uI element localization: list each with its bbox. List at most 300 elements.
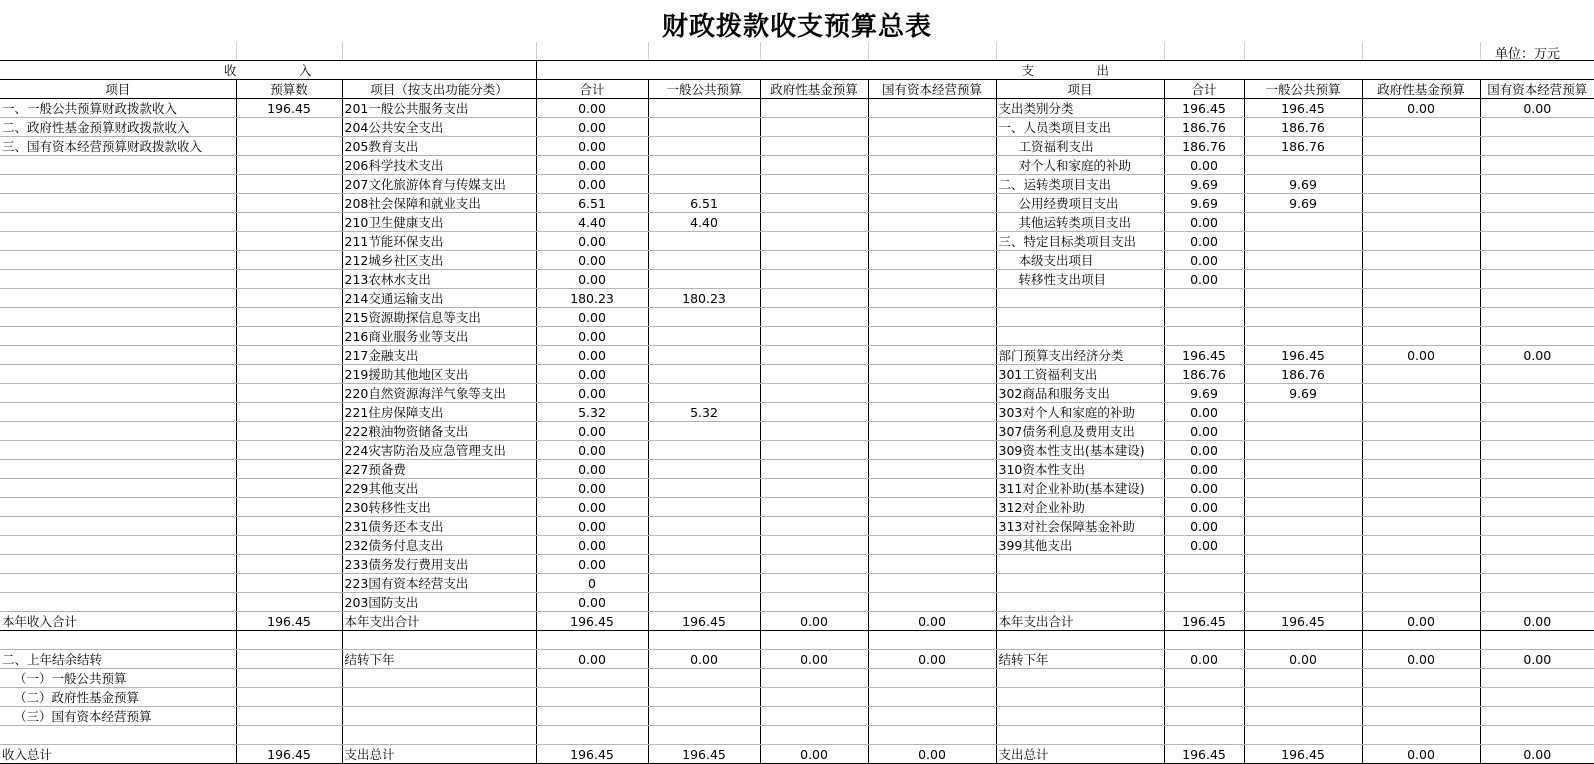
table-cell: 0.00 — [536, 270, 648, 289]
table-cell — [760, 422, 868, 441]
table-cell — [868, 460, 996, 479]
table-cell: （二）政府性基金预算 — [0, 688, 236, 707]
table-cell — [648, 631, 760, 650]
table-cell — [868, 270, 996, 289]
table-row — [0, 232, 1594, 251]
table-cell — [1362, 460, 1480, 479]
table-cell: 0.00 — [536, 422, 648, 441]
table-cell: 203国防支出 — [342, 593, 536, 612]
table-cell: 186.76 — [1164, 137, 1244, 156]
table-cell — [760, 593, 868, 612]
table-cell — [1244, 631, 1362, 650]
table-cell — [648, 479, 760, 498]
table-cell — [536, 669, 648, 688]
table-cell — [1164, 327, 1244, 346]
table-cell — [648, 707, 760, 726]
table-cell — [760, 137, 868, 156]
table-cell — [1362, 498, 1480, 517]
table-row — [0, 422, 1594, 441]
table-cell — [1480, 270, 1594, 289]
table-cell: 310资本性支出 — [996, 460, 1164, 479]
budget-table — [0, 60, 1594, 764]
table-cell — [868, 327, 996, 346]
table-cell — [868, 726, 996, 745]
table-cell — [236, 365, 342, 384]
table-cell: 201一般公共服务支出 — [342, 99, 536, 118]
table-cell: 196.45 — [536, 612, 648, 631]
table-cell: 一、一般公共预算财政拨款收入 — [0, 99, 236, 118]
table-cell — [996, 631, 1164, 650]
table-cell — [1480, 669, 1594, 688]
table-cell — [648, 232, 760, 251]
table-cell: 收入总计 — [0, 745, 236, 764]
table-cell: 231债务还本支出 — [342, 517, 536, 536]
table-cell — [1362, 232, 1480, 251]
table-row — [0, 498, 1594, 517]
table-row — [0, 650, 1594, 669]
table-cell — [1480, 460, 1594, 479]
table-cell — [868, 99, 996, 118]
table-cell: 0.00 — [1164, 232, 1244, 251]
table-cell — [760, 479, 868, 498]
table-cell: 208社会保障和就业支出 — [342, 194, 536, 213]
table-cell: 196.45 — [1164, 612, 1244, 631]
table-cell: 4.40 — [536, 213, 648, 232]
table-cell: 196.45 — [1164, 346, 1244, 365]
table-cell — [1164, 308, 1244, 327]
table-row — [0, 574, 1594, 593]
table-cell — [1244, 726, 1362, 745]
table-cell — [1480, 555, 1594, 574]
table-cell — [1480, 289, 1594, 308]
table-cell — [1362, 555, 1480, 574]
table-cell — [236, 384, 342, 403]
table-cell: 0.00 — [1164, 213, 1244, 232]
table-cell — [1362, 289, 1480, 308]
grid-line — [1362, 42, 1363, 60]
table-cell — [760, 631, 868, 650]
table-cell: 309资本性支出(基本建设) — [996, 441, 1164, 460]
table-cell — [236, 498, 342, 517]
table-row — [0, 593, 1594, 612]
table-cell: 0.00 — [536, 346, 648, 365]
table-cell — [648, 441, 760, 460]
table-cell: 0.00 — [760, 612, 868, 631]
page-title: 财政拨款收支预算总表 — [661, 12, 932, 42]
table-cell — [0, 441, 236, 460]
table-cell — [236, 270, 342, 289]
unit-label: 单位：万元 — [1494, 47, 1560, 62]
table-cell — [236, 422, 342, 441]
table-cell — [1164, 574, 1244, 593]
table-cell — [236, 574, 342, 593]
table-cell — [648, 422, 760, 441]
table-cell — [760, 270, 868, 289]
column-header: 项目 — [996, 80, 1164, 99]
grid-line — [868, 42, 869, 60]
table-cell — [236, 555, 342, 574]
table-cell: 196.45 — [1244, 745, 1362, 764]
table-cell — [1244, 669, 1362, 688]
table-cell — [342, 688, 536, 707]
table-cell: 221住房保障支出 — [342, 403, 536, 422]
table-cell — [236, 669, 342, 688]
table-cell — [760, 441, 868, 460]
table-cell — [1362, 213, 1480, 232]
table-cell: 196.45 — [1244, 346, 1362, 365]
table-cell — [1480, 384, 1594, 403]
grid-line — [648, 42, 649, 60]
table-cell: 232债务付息支出 — [342, 536, 536, 555]
table-cell — [1480, 422, 1594, 441]
table-cell — [0, 194, 236, 213]
table-cell — [760, 308, 868, 327]
table-cell: 196.45 — [236, 99, 342, 118]
table-cell — [0, 384, 236, 403]
table-cell: 本年支出合计 — [342, 612, 536, 631]
table-cell — [760, 346, 868, 365]
table-cell — [648, 536, 760, 555]
grid-line — [760, 42, 761, 60]
table-cell: 支出总计 — [342, 745, 536, 764]
table-row — [0, 555, 1594, 574]
table-cell: 216商业服务业等支出 — [342, 327, 536, 346]
table-cell — [868, 308, 996, 327]
table-cell — [236, 213, 342, 232]
table-cell — [1164, 707, 1244, 726]
table-cell — [868, 631, 996, 650]
table-cell: 本年支出合计 — [996, 612, 1164, 631]
table-cell — [868, 137, 996, 156]
table-cell: 196.45 — [536, 745, 648, 764]
table-cell: 0.00 — [536, 175, 648, 194]
table-cell — [1244, 707, 1362, 726]
table-cell: 部门预算支出经济分类 — [996, 346, 1164, 365]
table-cell — [1164, 726, 1244, 745]
table-cell: 307债务利息及费用支出 — [996, 422, 1164, 441]
table-cell: 5.32 — [648, 403, 760, 422]
table-cell — [648, 669, 760, 688]
table-cell — [1244, 555, 1362, 574]
table-cell: 支出总计 — [996, 745, 1164, 764]
column-header: 国有资本经营预算 — [1480, 80, 1594, 99]
table-cell — [0, 289, 236, 308]
table-cell: 公用经费项目支出 — [996, 194, 1164, 213]
table-cell — [1362, 175, 1480, 194]
table-cell — [236, 593, 342, 612]
table-row — [0, 631, 1594, 650]
table-cell — [868, 574, 996, 593]
table-cell: 229其他支出 — [342, 479, 536, 498]
table-cell: 227预备费 — [342, 460, 536, 479]
table-cell — [0, 213, 236, 232]
table-row — [0, 213, 1594, 232]
table-cell — [648, 593, 760, 612]
grid-line — [536, 42, 537, 60]
table-cell — [1244, 403, 1362, 422]
table-cell — [760, 688, 868, 707]
table-row — [0, 118, 1594, 137]
column-header: 合计 — [1164, 80, 1244, 99]
table-cell — [1480, 403, 1594, 422]
table-cell — [1244, 213, 1362, 232]
table-cell — [236, 441, 342, 460]
table-cell — [1362, 403, 1480, 422]
table-cell — [536, 726, 648, 745]
table-cell — [1362, 270, 1480, 289]
grid-line — [342, 42, 343, 60]
table-cell: 186.76 — [1164, 365, 1244, 384]
table-cell — [760, 460, 868, 479]
table-cell — [0, 479, 236, 498]
table-row — [0, 346, 1594, 365]
column-header-row — [0, 80, 1594, 99]
table-cell — [1480, 707, 1594, 726]
table-cell: 0.00 — [536, 650, 648, 669]
table-cell — [1244, 460, 1362, 479]
table-cell — [868, 384, 996, 403]
table-cell: 210卫生健康支出 — [342, 213, 536, 232]
table-cell — [996, 593, 1164, 612]
table-cell — [868, 213, 996, 232]
table-cell: 9.69 — [1164, 384, 1244, 403]
table-cell: 186.76 — [1164, 118, 1244, 137]
table-row — [0, 365, 1594, 384]
table-cell — [648, 137, 760, 156]
table-cell — [236, 308, 342, 327]
table-cell — [868, 441, 996, 460]
table-cell: 186.76 — [1244, 118, 1362, 137]
table-cell — [1244, 479, 1362, 498]
table-cell — [0, 270, 236, 289]
table-cell: 196.45 — [236, 612, 342, 631]
table-cell — [236, 232, 342, 251]
table-cell — [0, 251, 236, 270]
table-cell — [868, 289, 996, 308]
table-cell — [1362, 726, 1480, 745]
table-cell — [760, 232, 868, 251]
table-cell — [1480, 574, 1594, 593]
table-cell — [868, 688, 996, 707]
table-cell: 5.32 — [536, 403, 648, 422]
table-cell — [760, 99, 868, 118]
table-cell — [1480, 726, 1594, 745]
table-cell — [236, 688, 342, 707]
grid-line — [996, 42, 997, 60]
table-cell — [236, 707, 342, 726]
table-cell — [1362, 251, 1480, 270]
table-row — [0, 156, 1594, 175]
table-cell — [648, 327, 760, 346]
table-cell — [0, 631, 236, 650]
table-cell: 其他运转类项目支出 — [996, 213, 1164, 232]
table-cell: 0.00 — [868, 612, 996, 631]
table-cell — [760, 726, 868, 745]
table-cell: 212城乡社区支出 — [342, 251, 536, 270]
table-cell — [1164, 631, 1244, 650]
table-cell — [1362, 536, 1480, 555]
table-cell — [1362, 707, 1480, 726]
table-cell — [0, 555, 236, 574]
table-cell — [1362, 669, 1480, 688]
table-cell — [996, 574, 1164, 593]
table-cell — [868, 555, 996, 574]
grid-line — [236, 42, 237, 60]
table-cell — [868, 593, 996, 612]
table-cell: 220自然资源海洋气象等支出 — [342, 384, 536, 403]
table-row — [0, 707, 1594, 726]
table-row — [0, 99, 1594, 118]
table-cell — [1480, 365, 1594, 384]
table-row — [0, 460, 1594, 479]
table-cell: 0.00 — [1362, 650, 1480, 669]
table-cell: （三）国有资本经营预算 — [0, 707, 236, 726]
table-cell: 0.00 — [1164, 403, 1244, 422]
table-cell — [1480, 137, 1594, 156]
table-cell: 0.00 — [536, 232, 648, 251]
table-cell — [236, 289, 342, 308]
table-cell: 0.00 — [1164, 441, 1244, 460]
table-cell: 对个人和家庭的补助 — [996, 156, 1164, 175]
table-cell: 0.00 — [1480, 346, 1594, 365]
table-cell — [1362, 156, 1480, 175]
table-cell — [648, 498, 760, 517]
table-cell: 0.00 — [1362, 745, 1480, 764]
table-cell — [760, 517, 868, 536]
table-cell: 196.45 — [236, 745, 342, 764]
table-cell — [0, 175, 236, 194]
table-cell — [1244, 688, 1362, 707]
table-cell — [1244, 517, 1362, 536]
table-cell — [236, 650, 342, 669]
table-cell — [648, 346, 760, 365]
table-cell: 结转下年 — [342, 650, 536, 669]
table-cell: 6.51 — [648, 194, 760, 213]
table-cell: 二、政府性基金预算财政拨款收入 — [0, 118, 236, 137]
table-cell — [0, 156, 236, 175]
table-cell — [868, 403, 996, 422]
table-cell: 0.00 — [1164, 536, 1244, 555]
table-cell — [868, 365, 996, 384]
table-cell — [868, 669, 996, 688]
table-cell — [1244, 327, 1362, 346]
table-cell — [236, 118, 342, 137]
table-cell — [0, 327, 236, 346]
table-cell: 0.00 — [1164, 517, 1244, 536]
table-cell — [1362, 422, 1480, 441]
column-header: 政府性基金预算 — [1362, 80, 1480, 99]
table-cell — [648, 384, 760, 403]
table-row — [0, 175, 1594, 194]
grid-line — [1480, 42, 1481, 60]
table-row — [0, 517, 1594, 536]
table-cell — [1244, 593, 1362, 612]
table-cell — [1480, 517, 1594, 536]
table-cell: 303对个人和家庭的补助 — [996, 403, 1164, 422]
table-cell — [648, 555, 760, 574]
top-grid-row — [0, 42, 1594, 60]
table-cell — [868, 346, 996, 365]
table-cell — [1362, 137, 1480, 156]
table-cell — [996, 707, 1164, 726]
table-cell: 0.00 — [1164, 156, 1244, 175]
table-cell: 0.00 — [1164, 270, 1244, 289]
table-cell: 204公共安全支出 — [342, 118, 536, 137]
table-cell — [1480, 688, 1594, 707]
table-row — [0, 327, 1594, 346]
table-cell — [648, 308, 760, 327]
table-cell: 0.00 — [1480, 745, 1594, 764]
table-cell: 转移性支出项目 — [996, 270, 1164, 289]
table-cell: 0 — [536, 574, 648, 593]
table-cell — [648, 726, 760, 745]
table-cell — [236, 631, 342, 650]
table-cell — [996, 688, 1164, 707]
table-cell — [1362, 194, 1480, 213]
table-cell: 186.76 — [1244, 137, 1362, 156]
table-cell — [648, 688, 760, 707]
table-cell: 0.00 — [1362, 346, 1480, 365]
table-cell — [0, 365, 236, 384]
table-cell — [996, 327, 1164, 346]
table-row — [0, 194, 1594, 213]
table-cell: 206科学技术支出 — [342, 156, 536, 175]
column-header: 合计 — [536, 80, 648, 99]
table-cell — [996, 726, 1164, 745]
table-cell: 结转下年 — [996, 650, 1164, 669]
table-cell: 一、人员类项目支出 — [996, 118, 1164, 137]
table-cell: 224灾害防治及应急管理支出 — [342, 441, 536, 460]
table-cell — [1164, 593, 1244, 612]
table-cell — [1164, 555, 1244, 574]
table-cell — [0, 517, 236, 536]
table-cell: 196.45 — [1244, 612, 1362, 631]
column-header: 国有资本经营预算 — [868, 80, 996, 99]
table-cell — [1480, 156, 1594, 175]
table-cell — [236, 403, 342, 422]
table-cell: 0.00 — [536, 384, 648, 403]
table-row — [0, 403, 1594, 422]
table-cell: 二、上年结余结转 — [0, 650, 236, 669]
table-cell: 205教育支出 — [342, 137, 536, 156]
table-cell: 0.00 — [1164, 251, 1244, 270]
table-row — [0, 536, 1594, 555]
table-cell — [0, 593, 236, 612]
table-cell — [868, 536, 996, 555]
income-section-label: 收 入 — [0, 61, 536, 80]
table-cell: 196.45 — [1164, 745, 1244, 764]
table-cell — [1480, 536, 1594, 555]
table-cell — [760, 555, 868, 574]
table-cell — [996, 289, 1164, 308]
table-cell: 219援助其他地区支出 — [342, 365, 536, 384]
table-cell — [760, 251, 868, 270]
table-cell — [760, 289, 868, 308]
table-row — [0, 137, 1594, 156]
table-cell: 9.69 — [1244, 384, 1362, 403]
table-cell — [0, 232, 236, 251]
table-cell — [0, 422, 236, 441]
table-row — [0, 384, 1594, 403]
table-cell: 0.00 — [1164, 650, 1244, 669]
table-cell — [1244, 270, 1362, 289]
table-cell: 196.45 — [1164, 99, 1244, 118]
table-cell — [1244, 422, 1362, 441]
table-cell: 312对企业补助 — [996, 498, 1164, 517]
table-cell — [0, 498, 236, 517]
table-cell — [996, 669, 1164, 688]
table-cell — [1362, 631, 1480, 650]
